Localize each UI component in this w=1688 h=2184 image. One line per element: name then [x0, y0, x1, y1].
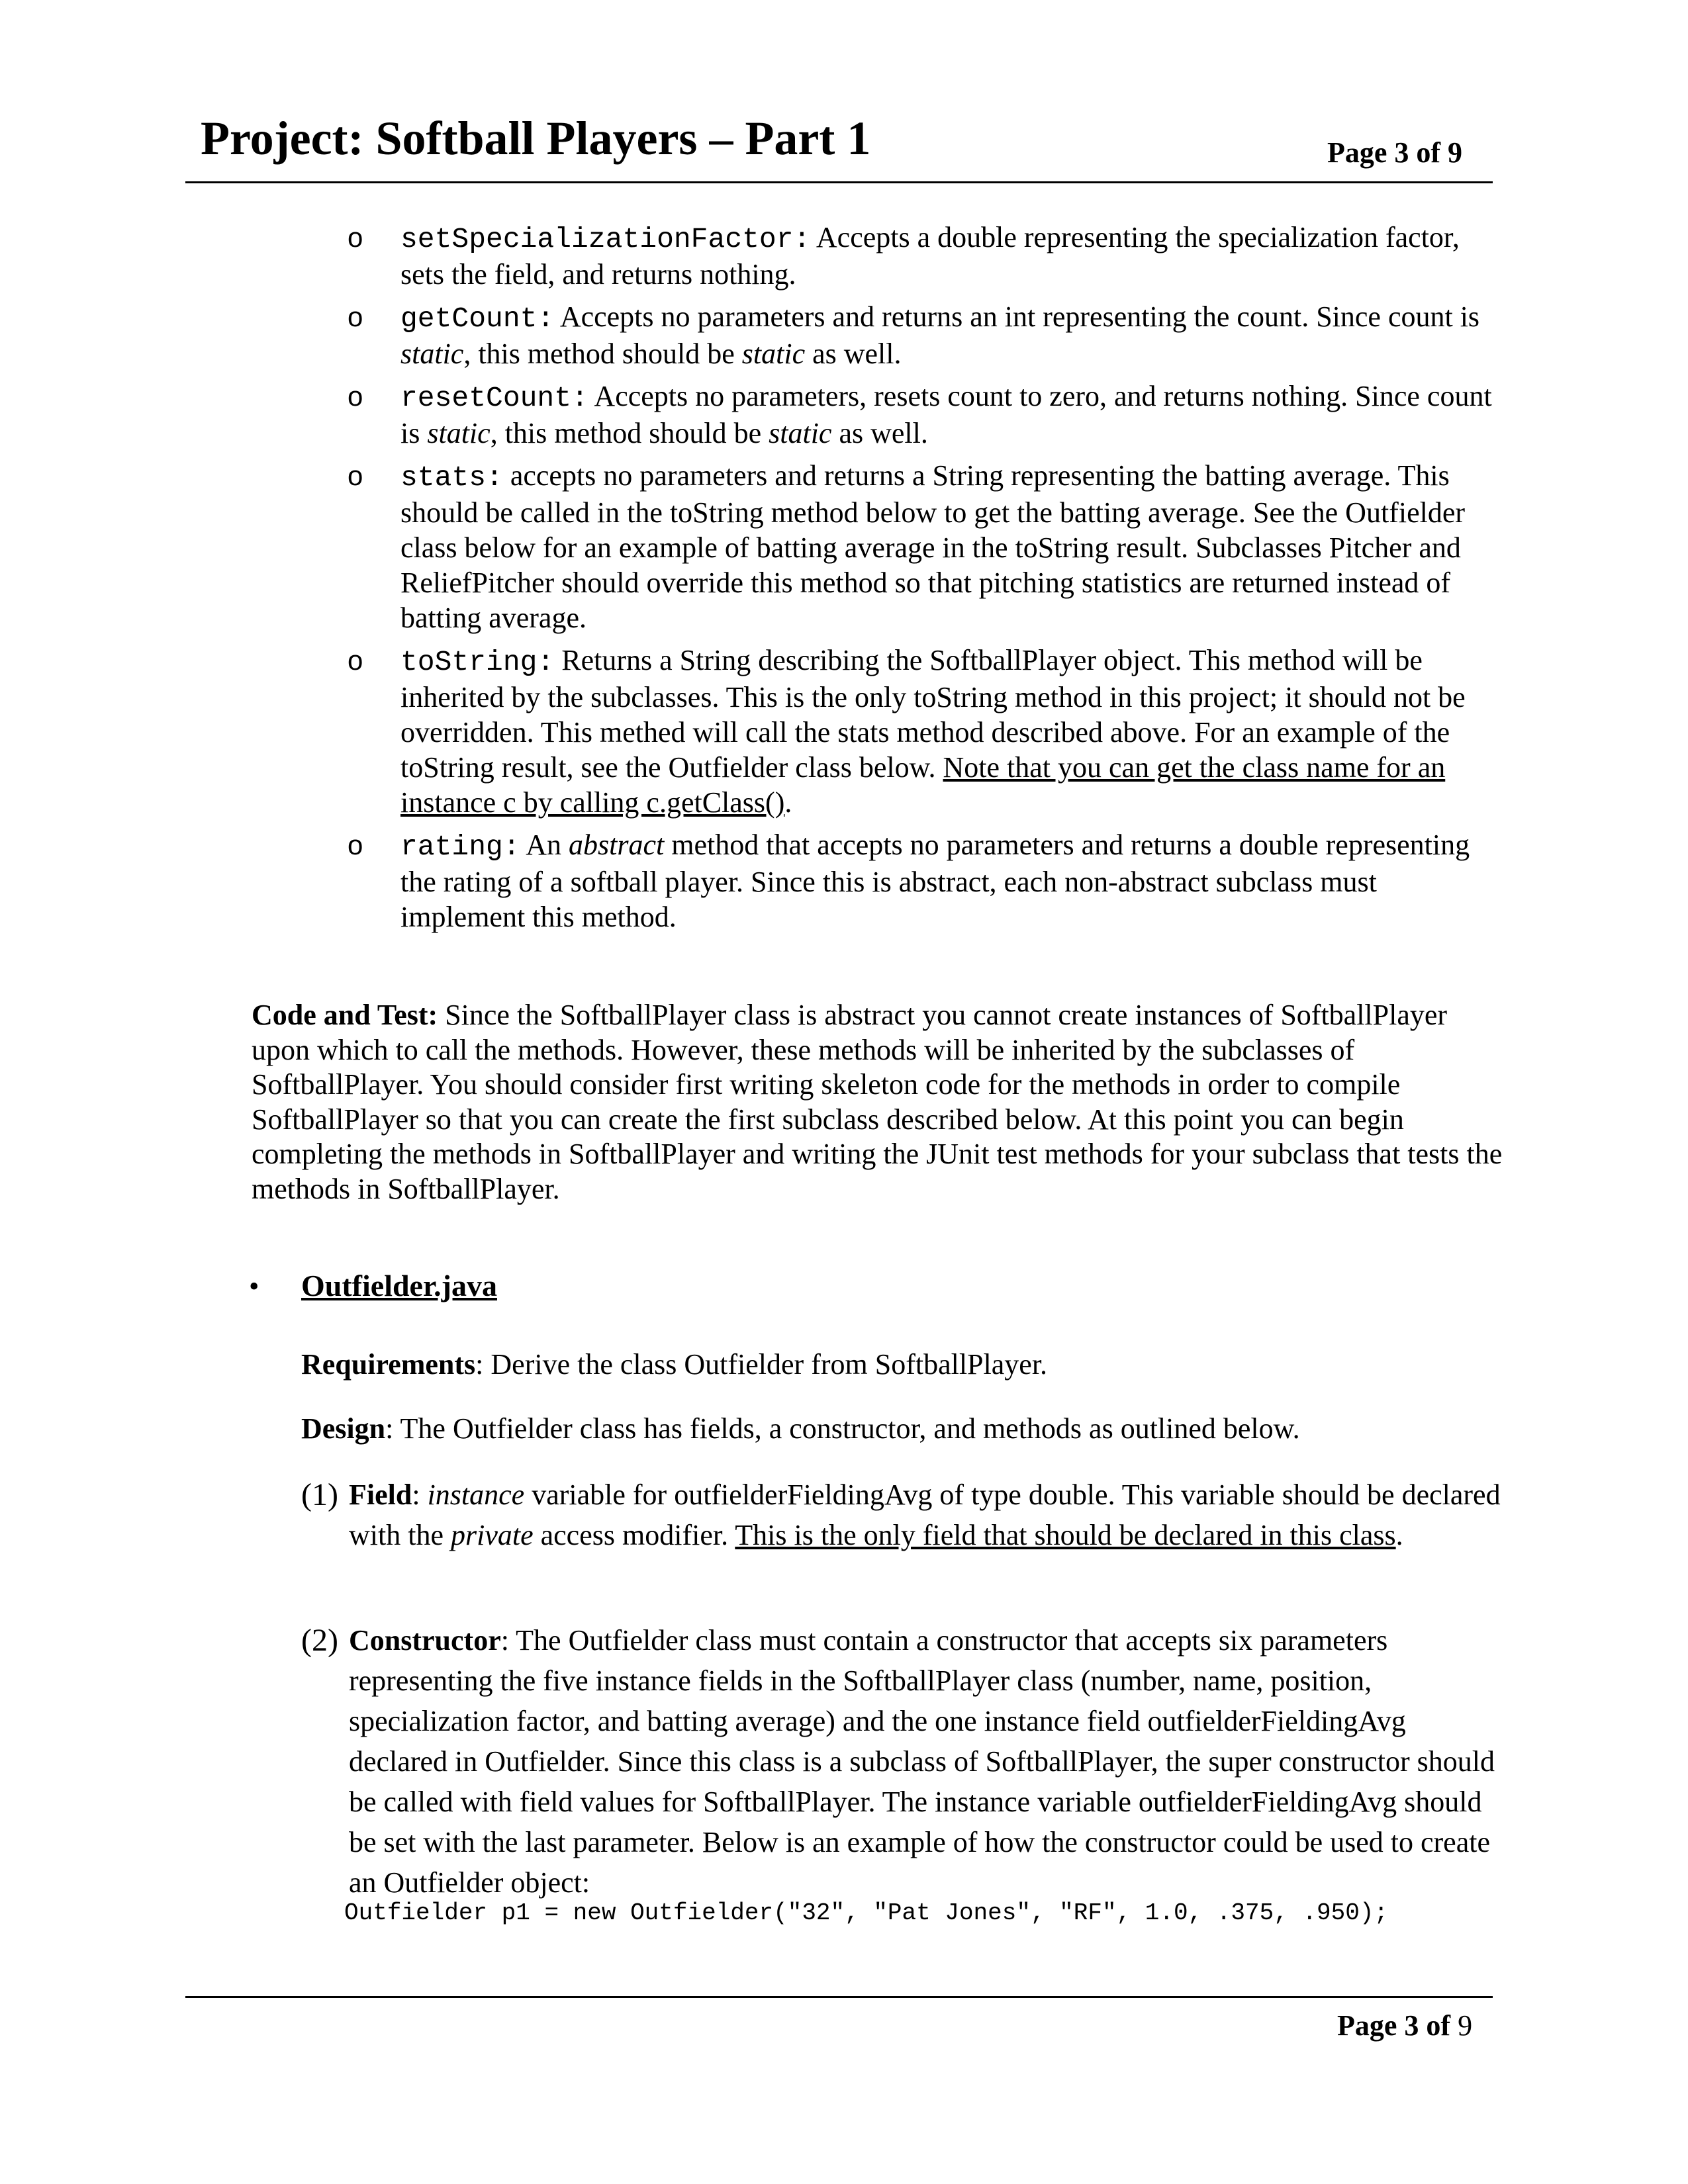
- header-rule: [185, 181, 1493, 183]
- underlined-note: Note that you can get the class name for an instance c by calling c.getClass(): [400, 751, 1446, 819]
- method-name: resetCount:: [400, 382, 588, 414]
- hollow-bullet-icon: o: [348, 222, 363, 253]
- method-description: Accepts a double representing the specialization factor, sets the field, and returns nothing.: [400, 221, 1460, 291]
- footer-page-total: 9: [1450, 2009, 1473, 2042]
- code-example: Outfielder p1 = new Outfielder("32", "Pat Jones", "RF", 1.0, .375, .950);: [344, 1899, 1389, 1927]
- code-and-test-text: Since the SoftballPlayer class is abstract you cannot create instances of SoftballPlayer upon which to call the methods. However, these methods will be inherited by the subclasses of SoftballPlayer. You should consider first writing skeleton code for the methods in order to compile SoftballPlayer so that you can create the first subclass described below. At this point you can begin completing the methods in SoftballPlayer and writing the JUnit test methods for your subclass that tests the methods in SoftballPlayer.: [252, 999, 1503, 1205]
- list-item: [348, 458, 1503, 635]
- method-name: setSpecializationFactor:: [400, 223, 811, 255]
- method-description: as well.: [805, 338, 902, 370]
- design-text: : The Outfielder class has fields, a constructor, and methods as outlined below.: [385, 1412, 1300, 1445]
- code-and-test-paragraph: [252, 998, 1509, 1206]
- underlined-note: This is the only field that should be declared in this class: [735, 1519, 1396, 1551]
- method-description: method that accepts no parameters and returns a double representing the rating of a softball player. Since this is abstract, each non-abstract subclass must implement this method.: [400, 829, 1470, 933]
- list-item: [348, 220, 1503, 292]
- method-description: Returns a String describing the SoftballPlayer object. This method will be inherited by the subclasses. This is the only toString method in this project; it should not be overridden. This methed will call the stats method described above. For an example of the toString result, see the Outfielder class below.: [400, 644, 1466, 784]
- emphasis: static: [400, 338, 464, 370]
- numbered-item-field: [301, 1475, 1506, 1555]
- numbered-item-constructor: [301, 1620, 1506, 1903]
- method-name: getCount:: [400, 302, 555, 335]
- bullet-icon: •: [249, 1270, 259, 1302]
- item-text-part: : The Outfielder class must contain a constructor that accepts six parameters representing the five instance fields in the SoftballPlayer class (number, name, position, specialization factor, and batting average) and the one instance field outfielderFieldingAvg declared in Outfielder. Since this class is a subclass of SoftballPlayer, the super constructor should be called with field values for SoftballPlayer. The instance variable outfielderFieldingAvg should be set with the last parameter. Below is an example of how the constructor could be used to create an Outfielder object:: [349, 1624, 1495, 1899]
- method-description: An: [520, 829, 569, 861]
- requirements-label: Requirements: [301, 1348, 476, 1381]
- method-name: stats:: [400, 461, 503, 494]
- page-title: Project: Softball Players – Part 1: [201, 112, 871, 165]
- requirements-line: [301, 1347, 1506, 1382]
- emphasis: static: [741, 338, 806, 370]
- header-page-number: Page 3 of 9: [1327, 136, 1463, 169]
- hollow-bullet-icon: o: [348, 301, 363, 332]
- list-item: [348, 299, 1503, 371]
- hollow-bullet-icon: o: [348, 381, 363, 412]
- emphasis: private: [450, 1519, 534, 1551]
- emphasis: static: [427, 417, 491, 449]
- footer-page-number: [1337, 2009, 1472, 2042]
- punctuation: .: [784, 786, 792, 819]
- method-description: , this method should be: [490, 417, 769, 449]
- item-number: (1): [301, 1477, 338, 1512]
- item-label: Constructor: [349, 1624, 501, 1657]
- design-label: Design: [301, 1412, 386, 1445]
- footer-rule: [185, 1996, 1493, 1998]
- item-number: (2): [301, 1623, 338, 1658]
- hollow-bullet-icon: o: [348, 460, 363, 491]
- emphasis: instance: [427, 1479, 525, 1511]
- emphasis: abstract: [569, 829, 665, 861]
- list-item: [348, 379, 1503, 451]
- item-text: [301, 1620, 1506, 1903]
- method-list: [348, 220, 1503, 942]
- requirements-text: : Derive the class Outfielder from SoftballPlayer.: [475, 1348, 1048, 1381]
- method-description: as well.: [831, 417, 928, 449]
- hollow-bullet-icon: o: [348, 829, 363, 860]
- footer-page-label: Page 3 of: [1337, 2009, 1451, 2042]
- method-name: rating:: [400, 831, 520, 863]
- method-description: Accepts no parameters and returns an int representing the count. Since count is: [554, 300, 1480, 333]
- design-line: [301, 1412, 1506, 1446]
- item-text-part: access modifier.: [533, 1519, 735, 1551]
- punctuation: .: [1395, 1519, 1403, 1551]
- method-description: , this method should be: [463, 338, 742, 370]
- method-description: accepts no parameters and returns a String representing the batting average. This should be called in the toString method below to get the batting average. See the Outfielder class below for an example of batting average in the toString result. Subclasses Pitcher and ReliefPitcher should override this method so that pitching statistics are returned instead of batting average.: [400, 459, 1465, 634]
- code-and-test-label: Code and Test:: [252, 999, 438, 1031]
- item-text: [301, 1475, 1506, 1555]
- method-name: toString:: [400, 646, 555, 678]
- item-label: Field: [349, 1479, 412, 1511]
- list-item: [348, 643, 1503, 820]
- emphasis: static: [769, 417, 832, 449]
- hollow-bullet-icon: o: [348, 645, 363, 676]
- item-text-part: :: [412, 1479, 428, 1511]
- method-description: Accepts no parameters, resets count to zero, and returns nothing. Since count is: [400, 380, 1492, 449]
- list-item: [348, 827, 1503, 934]
- item-text-part: variable for outfielderFieldingAvg of type double. This variable should be declared with the: [349, 1479, 1501, 1551]
- section-title: Outfielder.java: [301, 1269, 497, 1302]
